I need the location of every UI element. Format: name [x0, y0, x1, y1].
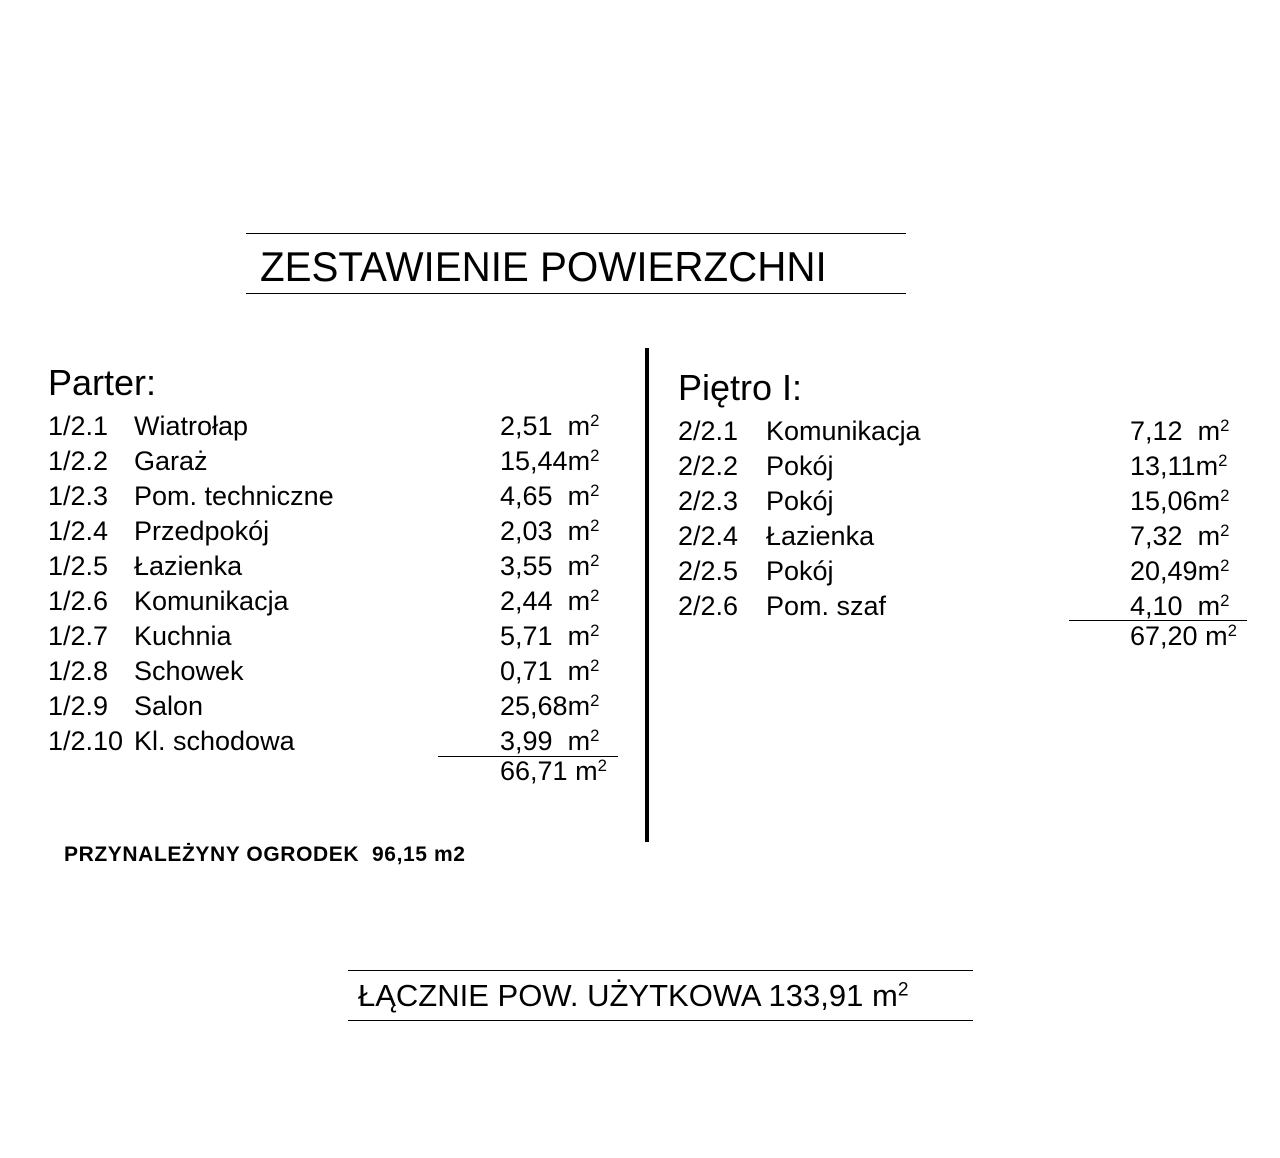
grand-total: [358, 976, 909, 1016]
room-area: [500, 549, 599, 584]
area-value: 2,51: [500, 411, 553, 441]
title-top-rule: [246, 233, 906, 234]
area-unit-exponent: 2: [590, 655, 600, 675]
area-unit-exponent: 2: [590, 725, 600, 745]
first-floor-total: [1130, 619, 1237, 654]
room-name: Łazienka: [766, 521, 875, 551]
column-divider: [645, 348, 649, 842]
area-unit: m: [567, 656, 591, 686]
area-unit: m: [567, 481, 591, 511]
area-value: 3,55: [500, 551, 553, 581]
room-number: 1/2.8: [48, 656, 109, 686]
area-unit: m: [567, 446, 591, 476]
room-area: [1130, 414, 1229, 449]
area-unit-exponent: 2: [1220, 415, 1230, 435]
garden-label: PRZYNALEŻYNY OGRODEK: [64, 843, 360, 866]
area-value: 3,99: [500, 726, 553, 756]
area-value: 25,68: [500, 691, 568, 721]
area-unit: m: [567, 691, 591, 721]
room-name: Kuchnia: [134, 621, 232, 651]
area-unit-exponent: 2: [590, 690, 600, 710]
room-area: [500, 689, 599, 724]
area-value: 2,03: [500, 516, 553, 546]
area-unit: m: [567, 411, 591, 441]
total-value: 66,71: [500, 756, 568, 786]
room-number: 2/2.5: [678, 556, 739, 586]
room-number: 2/2.1: [678, 416, 739, 446]
area-value: 7,32: [1130, 521, 1183, 551]
room-name: Pokój: [766, 451, 834, 481]
ground-floor-total: [500, 754, 607, 789]
room-number: 1/2.1: [48, 411, 109, 441]
area-unit: m: [1197, 556, 1221, 586]
area-unit-exponent: 2: [1220, 485, 1230, 505]
area-value: 13,11: [1130, 451, 1196, 481]
grand-total-unit: m: [871, 978, 898, 1013]
area-value: 5,71: [500, 621, 553, 651]
room-name: Salon: [134, 691, 204, 721]
room-name: Pom. techniczne: [134, 481, 334, 511]
first-floor-section: [678, 366, 1258, 666]
room-name: Schowek: [134, 656, 244, 686]
total-unit: m: [575, 756, 598, 786]
area-value: 2,44: [500, 586, 553, 616]
area-unit-exponent: 2: [590, 550, 600, 570]
room-number: 1/2.6: [48, 586, 109, 616]
room-number: 1/2.2: [48, 446, 109, 476]
room-area: [1130, 519, 1229, 554]
area-unit-exponent: 2: [1220, 520, 1230, 540]
garden-note: [64, 840, 466, 870]
room-number: 1/2.3: [48, 481, 109, 511]
area-value: 15,44: [500, 446, 568, 476]
area-unit: m: [1197, 486, 1221, 516]
area-unit-exponent: 2: [1220, 590, 1230, 610]
room-name: Pom. szaf: [766, 591, 887, 621]
title-bottom-rule: [246, 293, 906, 294]
room-area: [1130, 484, 1229, 519]
area-value: 15,06: [1130, 486, 1198, 516]
area-unit-exponent: 2: [590, 410, 600, 430]
area-unit: m: [1197, 416, 1221, 446]
area-unit-exponent: 2: [590, 515, 600, 535]
area-unit-exponent: 2: [590, 445, 600, 465]
first-floor-heading: Piętro I:: [678, 367, 803, 408]
room-name: Wiatrołap: [134, 411, 249, 441]
grand-total-block: [348, 970, 973, 1021]
area-unit: m: [567, 621, 591, 651]
area-value: 7,12: [1130, 416, 1183, 446]
room-number: 2/2.4: [678, 521, 739, 551]
area-unit: m: [567, 551, 591, 581]
grand-total-bottom-rule: [348, 1020, 973, 1021]
room-name: Komunikacja: [134, 586, 289, 616]
area-unit-exponent: 2: [1218, 450, 1228, 470]
title-block: [246, 233, 906, 294]
area-unit: m: [567, 726, 591, 756]
area-unit-exponent: 2: [590, 480, 600, 500]
area-unit-exponent: 2: [590, 620, 600, 640]
room-name: Garaż: [134, 446, 208, 476]
area-unit-exponent: 2: [590, 585, 600, 605]
room-area: [1130, 449, 1227, 484]
area-unit: m: [1197, 591, 1221, 621]
area-value: 20,49: [1130, 556, 1198, 586]
room-name: Pokój: [766, 486, 834, 516]
area-value: 4,10: [1130, 591, 1183, 621]
room-number: 1/2.9: [48, 691, 109, 721]
room-number: 1/2.4: [48, 516, 109, 546]
room-name: Komunikacja: [766, 416, 921, 446]
grand-total-value: 133,91: [768, 978, 864, 1013]
room-number: 1/2.5: [48, 551, 109, 581]
room-number: 2/2.2: [678, 451, 739, 481]
grand-total-label: ŁĄCZNIE POW. UŻYTKOWA: [358, 978, 760, 1013]
room-area: [500, 444, 599, 479]
page-title: ZESTAWIENIE POWIERZCHNI: [260, 243, 827, 290]
total-unit-exponent: 2: [597, 755, 607, 775]
room-name: Przedpokój: [134, 516, 270, 546]
room-area: [500, 479, 599, 514]
room-number: 2/2.6: [678, 591, 739, 621]
room-number: 1/2.7: [48, 621, 109, 651]
area-unit-exponent: 2: [1220, 555, 1230, 575]
grand-total-unit-exponent: 2: [897, 979, 909, 1001]
room-name: Kl. schodowa: [134, 726, 295, 756]
room-area: [500, 409, 599, 444]
ground-floor-section: [48, 361, 628, 791]
room-area: [500, 584, 599, 619]
room-name: Pokój: [766, 556, 834, 586]
area-value: 0,71: [500, 656, 553, 686]
room-number: 1/2.10: [48, 726, 124, 756]
area-unit: m: [567, 586, 591, 616]
room-area: [500, 619, 599, 654]
ground-floor-heading: Parter:: [48, 362, 157, 403]
total-unit: m: [1205, 621, 1228, 651]
room-area: [500, 654, 599, 689]
room-number: 2/2.3: [678, 486, 739, 516]
garden-value: 96,15 m2: [372, 843, 466, 866]
room-area: [500, 514, 599, 549]
area-unit: m: [567, 516, 591, 546]
area-unit: m: [1197, 521, 1221, 551]
room-area: [1130, 554, 1229, 589]
area-value: 4,65: [500, 481, 553, 511]
area-unit: m: [1195, 451, 1219, 481]
room-name: Łazienka: [134, 551, 243, 581]
total-value: 67,20: [1130, 621, 1198, 651]
grand-total-top-rule: [348, 970, 973, 971]
total-unit-exponent: 2: [1227, 620, 1237, 640]
